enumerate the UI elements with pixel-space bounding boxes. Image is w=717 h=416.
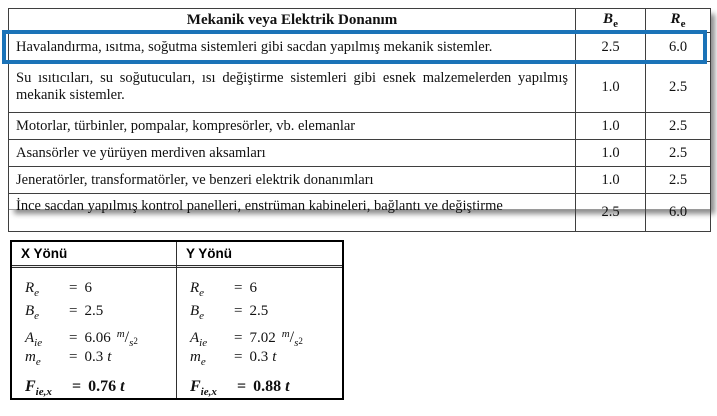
results-column-y (177, 242, 342, 398)
unit-m-per-s2: $^m/_{s^2}$ (281, 328, 303, 349)
row-be-value: 1.0 (576, 62, 646, 113)
row-be-value: 1.0 (576, 167, 646, 194)
row-be-value: 2.5 (576, 33, 646, 62)
math-line-Be: $B_e = 2.5$ (190, 300, 336, 323)
table-row (9, 140, 711, 167)
var-Fiex: $F_{ie,x}$ (190, 378, 217, 399)
row-description: Asansörler ve yürüyen merdiven aksamları (9, 140, 576, 167)
table-row (9, 62, 711, 113)
var-Re: $R_e$ (25, 280, 40, 299)
row-description: Havalandırma, ısıtma, soğutma sistemleri gibi sacdan yapılmış mekanik sistemler. (9, 33, 576, 62)
row-description: Su ısıtıcıları, su soğutucuları, ısı değiştirme sistemleri gibi esnek malzemelerden yapılmış mekanik sistemler. (9, 62, 576, 113)
math-line-me: $m_e = 0.3$ t (25, 346, 170, 369)
table-row (9, 113, 711, 140)
results-body-y (177, 268, 342, 398)
unit-t: t (285, 378, 290, 395)
results-table (12, 242, 342, 398)
var-Aie: $A_{ie}$ (25, 330, 43, 349)
results-header-x: X Yönü (12, 242, 176, 266)
value-Be: 2.5 (84, 303, 104, 319)
table-row-highlighted (9, 33, 711, 62)
value-Fiex: 0.76 (88, 378, 117, 395)
var-Aie: $A_{ie}$ (190, 330, 208, 349)
equipment-table-header-row (9, 9, 711, 33)
value-Aie: 7.02 (249, 330, 276, 346)
row-re-value: 2.5 (646, 113, 711, 140)
value-me: 0.3 (84, 349, 104, 365)
row-description: İnce sacdan yapılmış kontrol panelleri, enstrüman kabineleri, bağlantı ve değiştirme (9, 194, 576, 232)
value-Be: 2.5 (249, 303, 269, 319)
math-line-Fiex: $F_{ie,x} = 0.76$ t (25, 375, 170, 398)
row-re-value: 6.0 (646, 33, 711, 62)
row-re-value: 2.5 (646, 62, 711, 113)
unit-m-per-s2: $^m/_{s^2}$ (116, 328, 138, 349)
row-re-value: 6.0 (646, 194, 711, 232)
table-row (9, 167, 711, 194)
row-description: Jeneratörler, transformatörler, ve benzeri elektrik donanımları (9, 167, 576, 194)
table-row-clipped (9, 194, 711, 232)
var-Be: $B_e$ (25, 303, 40, 322)
results-table-container (10, 240, 344, 400)
unit-t: t (120, 378, 125, 395)
var-Be: $B_e$ (190, 303, 205, 322)
row-re-value: 2.5 (646, 167, 711, 194)
row-be-value: 1.0 (576, 140, 646, 167)
value-Aie: 6.06 (84, 330, 111, 346)
value-Fiex: 0.88 (253, 378, 282, 395)
math-line-Re: $R_e = 6$ (190, 277, 336, 300)
row-be-value: 1.0 (576, 113, 646, 140)
math-line-Fiex: $F_{ie,x} = 0.88$ t (190, 375, 336, 398)
math-line-Re: $R_e = 6$ (25, 277, 170, 300)
row-be-value: 2.5 (576, 194, 646, 232)
var-me: $m_e$ (25, 349, 41, 368)
equipment-table-container (8, 8, 711, 220)
math-line-me: $m_e = 0.3$ t (190, 346, 336, 369)
var-Fiex: $F_{ie,x}$ (25, 378, 52, 399)
math-line-Aie: $A_{ie} = 7.02$ $^m/_{s^2}$ (190, 323, 336, 346)
column-header-Be: $B_e$ (576, 9, 646, 33)
value-me: 0.3 (249, 349, 269, 365)
column-header-Re: $R_e$ (646, 9, 711, 33)
equipment-table (8, 8, 711, 232)
var-Re: $R_e$ (190, 280, 205, 299)
row-description: Motorlar, türbinler, pompalar, kompresörler, vb. elemanlar (9, 113, 576, 140)
math-line-Aie: $A_{ie} = 6.06$ $^m/_{s^2}$ (25, 323, 170, 346)
results-body-x (12, 268, 176, 398)
results-column-x (12, 242, 177, 398)
value-Re: 6 (84, 280, 92, 296)
math-line-Be: $B_e = 2.5$ (25, 300, 170, 323)
value-Re: 6 (249, 280, 257, 296)
equipment-table-title: Mekanik veya Elektrik Donanım (9, 9, 576, 33)
unit-t: t (272, 349, 277, 365)
row-re-value: 2.5 (646, 140, 711, 167)
var-me: $m_e$ (190, 349, 206, 368)
results-header-y: Y Yönü (177, 242, 342, 266)
unit-t: t (107, 349, 112, 365)
